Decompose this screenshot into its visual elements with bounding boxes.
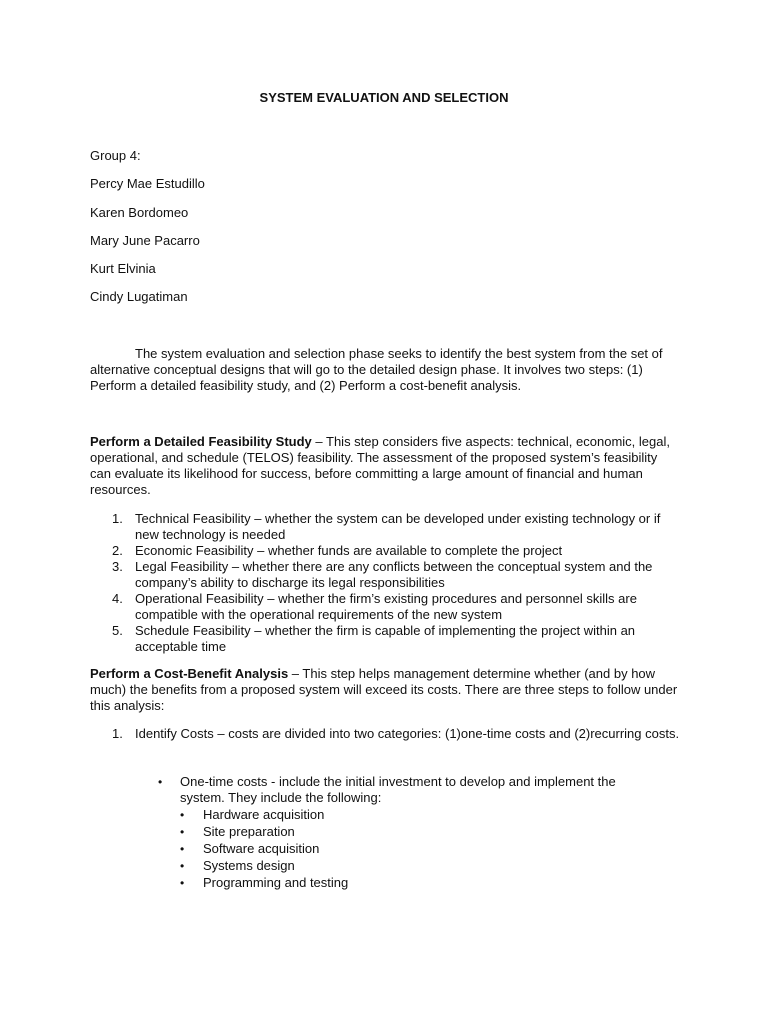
list-item [180, 807, 580, 823]
feasibility-paragraph [90, 434, 680, 498]
list-item-text: Schedule Feasibility – whether the firm is capable of implementing the project within an acceptable time [135, 623, 636, 654]
list-number: 1. [112, 511, 123, 526]
intro-text: The system evaluation and selection phase seeks to identify the best system from the set of alternative conceptual designs that will go to the detailed design phase. It involves two steps: (1) Perform a detailed feasibility study, and (2) Perform a cost-benefit analysis. [90, 346, 663, 393]
list-number: 3. [112, 559, 123, 574]
list-item-text: Operational Feasibility – whether the firm’s existing procedures and personnel skills are compatible with the operational requirements of the new system [135, 591, 637, 622]
group-member: Mary June Pacarro [90, 233, 200, 248]
list-item [90, 511, 680, 543]
list-item-text: Legal Feasibility – whether there are any conflicts between the conceptual system and the company’s ability to discharge its legal responsibilities [135, 559, 653, 590]
group-member: Karen Bordomeo [90, 205, 189, 220]
costbenefit-body: – This step helps management determine whether (and by how much) the benefits from a proposed system will exceed its costs. There are three steps to follow under this analysis: [90, 666, 678, 713]
list-item [180, 841, 580, 857]
list-item-text: Technical Feasibility – whether the system can be developed under existing technology or if new technology is needed [135, 511, 661, 542]
list-item-text: Identify Costs – costs are divided into two categories: (1)one-time costs and (2)recurring costs. [135, 726, 680, 741]
list-item [180, 875, 580, 891]
feasibility-heading: Perform a Detailed Feasibility Study [90, 434, 312, 449]
list-item-text: Software acquisition [203, 841, 320, 856]
group-member: Cindy Lugatiman [90, 289, 188, 304]
list-number: 2. [112, 543, 123, 558]
bullet-icon: • [158, 775, 163, 789]
list-item [90, 726, 680, 742]
list-item-text: Programming and testing [203, 875, 349, 890]
bullet-icon: • [180, 825, 185, 839]
list-item [90, 623, 680, 655]
group-label: Group 4: [90, 148, 141, 163]
bullet-icon: • [180, 876, 185, 890]
bullet-icon: • [180, 859, 185, 873]
intro-paragraph [90, 346, 680, 394]
list-number: 1. [112, 726, 123, 741]
list-item [90, 543, 680, 559]
list-item [158, 774, 658, 806]
costbenefit-heading: Perform a Cost-Benefit Analysis [90, 666, 289, 681]
costbenefit-paragraph [90, 666, 680, 714]
feasibility-body: – This step considers five aspects: technical, economic, legal, operational, and schedule (TELOS) feasibility. The assessment of the proposed system’s feasibility can evaluate its likelihood for success, before committing a large amount of financial and human resources. [90, 434, 670, 497]
list-number: 4. [112, 591, 123, 606]
document-title: SYSTEM EVALUATION AND SELECTION [259, 90, 509, 105]
bullet-icon: • [180, 842, 185, 856]
bullet-icon: • [180, 808, 185, 822]
list-item-text: Systems design [203, 858, 295, 873]
list-number: 5. [112, 623, 123, 638]
onetime-costs-list [180, 807, 580, 891]
list-item-text: One-time costs - include the initial investment to develop and implement the system. They include the following: [180, 774, 616, 805]
list-item-text: Site preparation [203, 824, 295, 839]
list-item-text: Economic Feasibility – whether funds are available to complete the project [135, 543, 563, 558]
group-member: Kurt Elvinia [90, 261, 156, 276]
cost-type-list [158, 774, 658, 806]
list-item-text: Hardware acquisition [203, 807, 325, 822]
list-item [180, 858, 580, 874]
group-member: Percy Mae Estudillo [90, 176, 205, 191]
list-item [90, 559, 680, 591]
feasibility-list [90, 511, 680, 655]
list-item [180, 824, 580, 840]
costbenefit-list [90, 726, 680, 742]
list-item [90, 591, 680, 623]
